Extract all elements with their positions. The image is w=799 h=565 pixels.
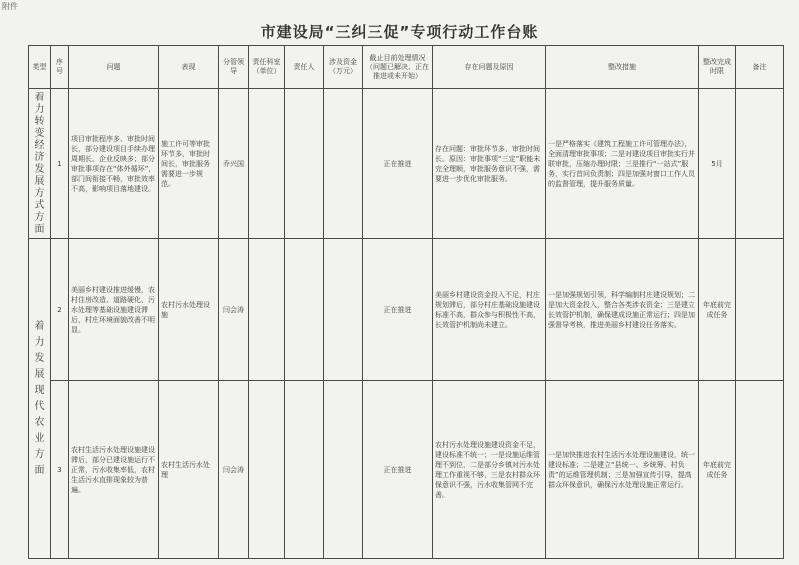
row-no: 1 bbox=[51, 89, 69, 239]
header-leader: 分管领导 bbox=[219, 46, 249, 89]
row-person bbox=[285, 381, 324, 559]
row-cause: 美丽乡村建设资金投入不足，村庄规划滞后，部分村庄基础设施建设标准不高，群众参与积极性不高，长效管护机制尚未建立。 bbox=[433, 239, 546, 381]
row-measures: 一是加快推进农村生活污水处理设施建设，统一建设标准；二是建立“县统一、乡统筹、村负责”的运维管理机制；三是加强宣传引导，提高群众环保意识，确保污水处理设施正常运行。 bbox=[546, 381, 699, 559]
row-manifestation: 施工许可等审批环节多，审批时间长，审批服务需要进一步规范。 bbox=[159, 89, 219, 239]
row-dept bbox=[249, 239, 285, 381]
row-remark bbox=[736, 89, 784, 239]
row-issue: 项目审批程序多、审批时间长，部分建设项目手续办理周期长，企业反映多；部分审批事项存在“体外循环”，部门间衔接不畅，审批效率不高，影响项目落地建设。 bbox=[69, 89, 159, 239]
header-type: 类型 bbox=[29, 46, 51, 89]
row-cause: 农村污水处理设施建设资金不足，建设标准不统一；一是设施运维管理不到位，二是部分乡镇对污水处理工作重视不够，三是农村群众环保意识不强，污水收集管网不完善。 bbox=[433, 381, 546, 559]
header-issue: 问题 bbox=[69, 46, 159, 89]
row-funds bbox=[324, 89, 363, 239]
row-measures: 一是严格落实《建筑工程施工许可管理办法》，全面清理审批事项；二是对建设项目审批实行并联审批，压缩办理时限；三是推行“一站式”服务，实行首问负责制；四是加强对窗口工作人员的监督管理，提升服务质量。 bbox=[546, 89, 699, 239]
row-deadline: 5月 bbox=[699, 89, 736, 239]
row-leader: 乔兴国 bbox=[219, 89, 249, 239]
attachment-label: 附件 bbox=[2, 2, 18, 11]
category-cell: 着力转变经济发展方式方面 bbox=[29, 89, 51, 239]
header-funds: 涉及资金（万元） bbox=[324, 46, 363, 89]
row-dept bbox=[249, 381, 285, 559]
header-measures: 整改措施 bbox=[546, 46, 699, 89]
row-remark bbox=[736, 239, 784, 381]
header-person: 责任人 bbox=[285, 46, 324, 89]
row-leader: 闫会涛 bbox=[219, 239, 249, 381]
table-row bbox=[29, 89, 784, 239]
row-no: 2 bbox=[51, 239, 69, 381]
row-funds bbox=[324, 239, 363, 381]
header-cause: 存在问题及原因 bbox=[433, 46, 546, 89]
row-person bbox=[285, 89, 324, 239]
row-no: 3 bbox=[51, 381, 69, 559]
table-row bbox=[29, 239, 784, 381]
row-deadline: 年底前完成任务 bbox=[699, 381, 736, 559]
header-dept: 责任科室（单位） bbox=[249, 46, 285, 89]
page-title: 市建设局“三纠三促”专项行动工作台账 bbox=[260, 23, 539, 41]
header-manifestation: 表现 bbox=[159, 46, 219, 89]
header-row bbox=[29, 46, 784, 89]
row-manifestation: 农村生活污水处理 bbox=[159, 381, 219, 559]
row-manifestation: 农村污水处理设施 bbox=[159, 239, 219, 381]
table-row bbox=[29, 381, 784, 559]
row-status: 正在推进 bbox=[363, 89, 433, 239]
row-status: 正在推进 bbox=[363, 239, 433, 381]
row-status: 正在推进 bbox=[363, 381, 433, 559]
row-remark bbox=[736, 381, 784, 559]
row-deadline: 年底前完成任务 bbox=[699, 239, 736, 381]
row-leader: 闫会涛 bbox=[219, 381, 249, 559]
row-measures: 一是加强规划引领，科学编制村庄建设规划；二是加大资金投入，整合各类涉农资金；三是建立长效管护机制，确保建成设施正常运行；四是加强督导考核，推进美丽乡村建设任务落实。 bbox=[546, 239, 699, 381]
row-dept bbox=[249, 89, 285, 239]
work-ledger-table bbox=[28, 45, 784, 559]
header-remark: 备注 bbox=[736, 46, 784, 89]
row-funds bbox=[324, 381, 363, 559]
header-status: 截止目前处理情况（问题已解决、正在推进或未开始） bbox=[363, 46, 433, 89]
row-issue: 美丽乡村建设推进缓慢，农村住房改造、道路硬化、污水处理等基础设施建设滞后，村庄环境面貌改善不明显。 bbox=[69, 239, 159, 381]
header-no: 序号 bbox=[51, 46, 69, 89]
row-issue: 农村生活污水处理设施建设滞后，部分已建设施运行不正常，污水收集率低，农村生活污水直排现象较为普遍。 bbox=[69, 381, 159, 559]
category-cell: 着力发展现代农业方面 bbox=[29, 239, 51, 559]
header-deadline: 整改完成时限 bbox=[699, 46, 736, 89]
row-cause: 存在问题：审批环节多、审批时间长。原因：审批事项“三定”职能未完全理顺，审批服务意识不强，需要进一步优化审批服务。 bbox=[433, 89, 546, 239]
row-person bbox=[285, 239, 324, 381]
